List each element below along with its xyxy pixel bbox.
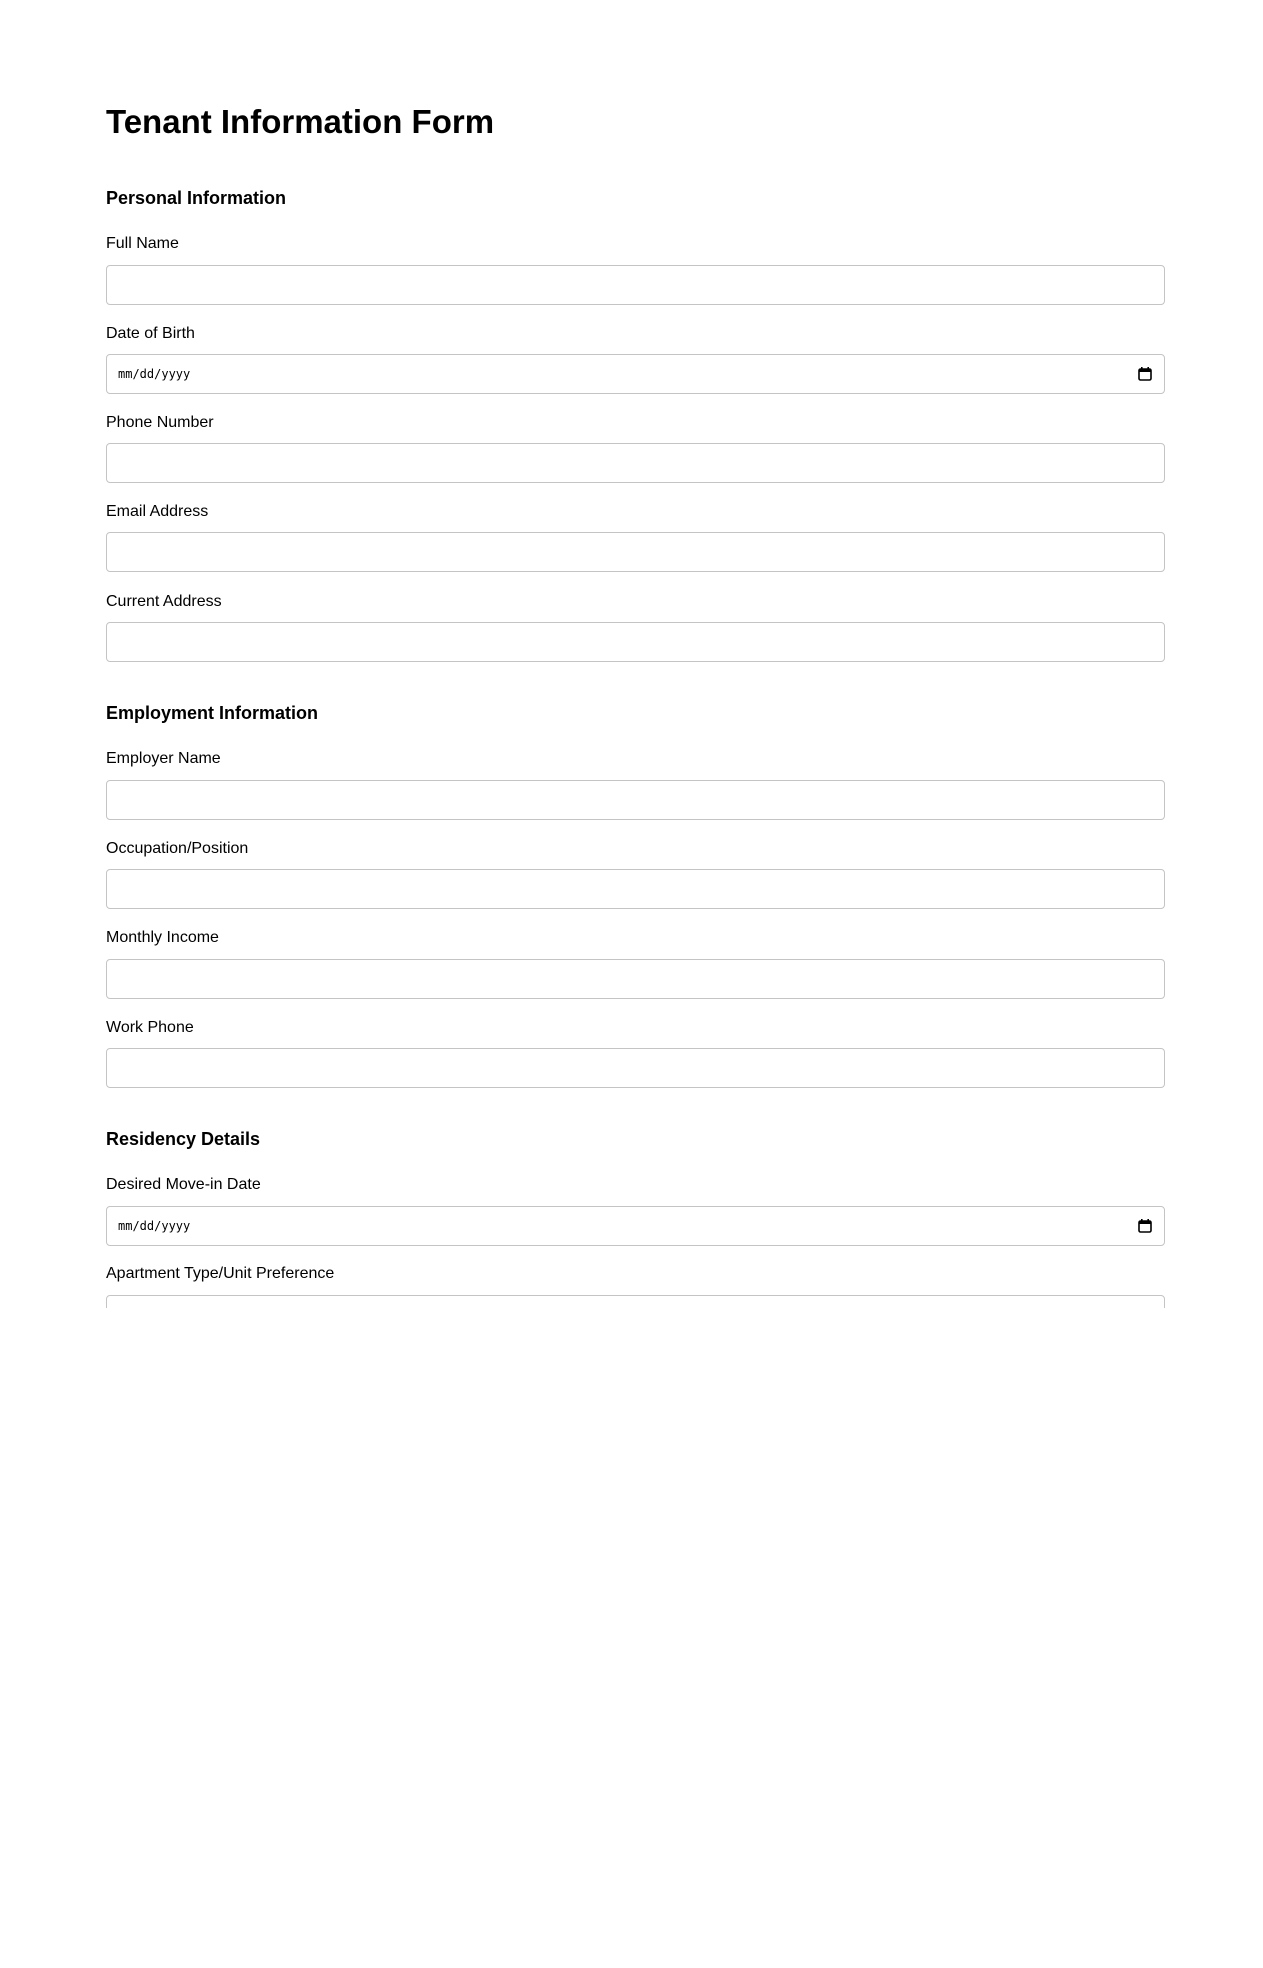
employer-name-input[interactable] [106, 780, 1165, 820]
dob-placeholder: mm/dd/yyyy [118, 367, 191, 381]
employer-name-label: Employer Name [106, 750, 221, 767]
work-phone-label: Work Phone [106, 1019, 194, 1036]
section-title-residency: Residency Details [106, 1129, 261, 1149]
page-title: Tenant Information Form [106, 103, 495, 140]
tenant-form [106, 0, 1165, 1308]
move-in-date-input[interactable] [106, 1206, 1165, 1246]
section-title-personal: Personal Information [106, 188, 287, 208]
full-name-label: Full Name [106, 235, 179, 252]
calendar-icon[interactable] [1138, 1219, 1152, 1233]
occupation-label: Occupation/Position [106, 840, 249, 857]
occupation-input[interactable] [106, 869, 1165, 909]
move-in-date-label: Desired Move-in Date [106, 1176, 261, 1193]
dob-label: Date of Birth [106, 325, 195, 342]
unit-preference-input[interactable] [106, 1295, 1165, 1308]
current-address-input[interactable] [106, 622, 1165, 662]
phone-input[interactable] [106, 443, 1165, 483]
work-phone-input[interactable] [106, 1048, 1165, 1088]
email-input[interactable] [106, 532, 1165, 572]
move-in-placeholder: mm/dd/yyyy [118, 1219, 191, 1233]
phone-label: Phone Number [106, 414, 214, 431]
current-address-label: Current Address [106, 593, 222, 610]
full-name-input[interactable] [106, 265, 1165, 305]
email-label: Email Address [106, 503, 209, 520]
monthly-income-label: Monthly Income [106, 929, 219, 946]
calendar-icon[interactable] [1138, 367, 1152, 381]
monthly-income-input[interactable] [106, 959, 1165, 999]
dob-date-input[interactable] [106, 354, 1165, 394]
unit-preference-label: Apartment Type/Unit Preference [106, 1265, 335, 1282]
section-title-employment: Employment Information [106, 703, 319, 723]
